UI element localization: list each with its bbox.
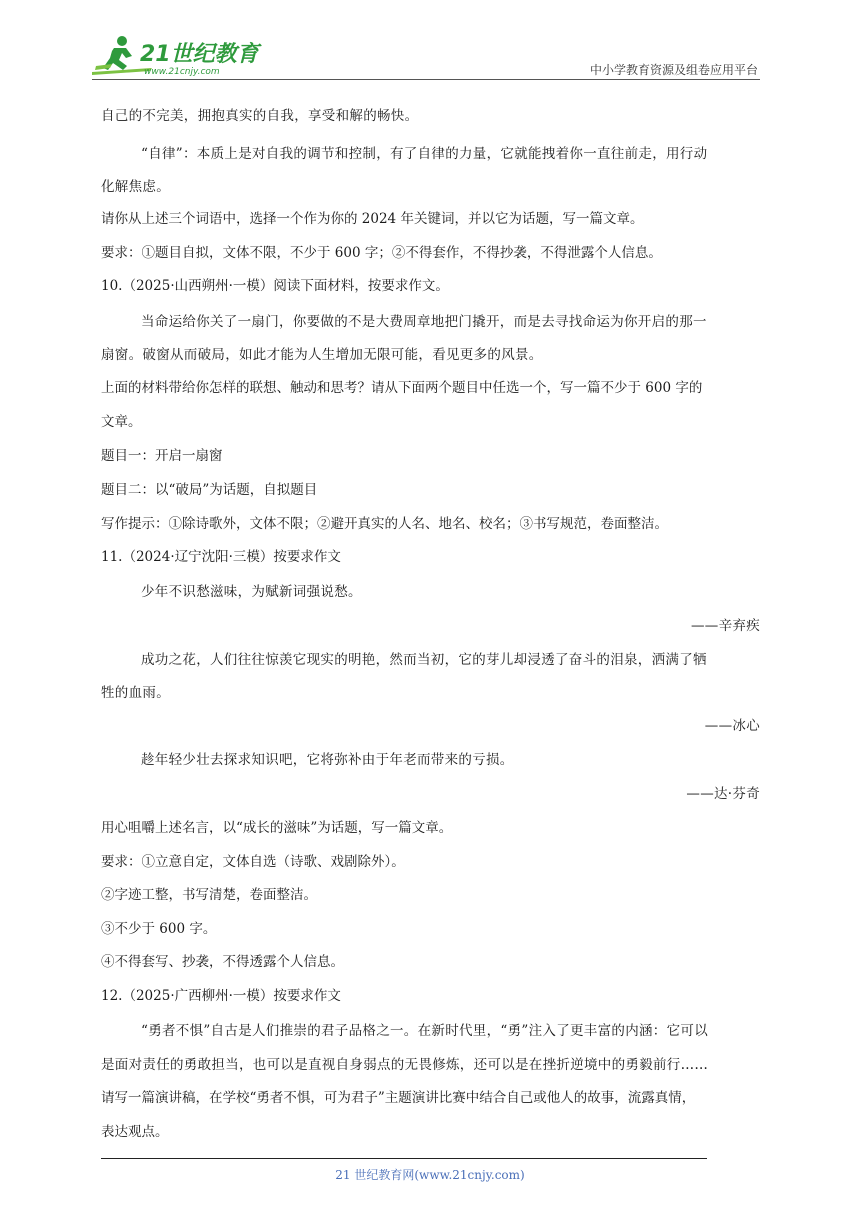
page-footer: 21 世纪教育网(www.21cnjy.com) bbox=[335, 1168, 525, 1182]
quote-line: 少年不识愁滋味，为赋新词强说愁。 bbox=[141, 584, 362, 600]
text-line: 题目二：以“破局”为话题，自拟题目 bbox=[101, 482, 318, 498]
quote-line: 成功之花，人们往往惊羡它现实的明艳，然而当初，它的芽儿却浸透了奋斗的泪泉，洒满了牺 bbox=[141, 652, 707, 668]
text-line: 当命运给你关了一扇门，你要做的不是大费周章地把门撬开，而是去寻找命运为你开启的那一 bbox=[141, 314, 707, 330]
text-line: “勇者不惧”自古是人们推崇的君子品格之一。在新时代里，“勇”注入了更丰富的内涵：它可以 bbox=[141, 1023, 709, 1039]
question-heading: 11.（2024·辽宁沈阳·三模）按要求作文 bbox=[101, 549, 341, 565]
platform-name: 中小学教育资源及组卷应用平台 bbox=[589, 63, 758, 77]
text-line: 文章。 bbox=[101, 414, 142, 430]
text-line: 要求：①题目自拟，文体不限，不少于 600 字；②不得套作，不得抄袭，不得泄露个人信息。 bbox=[101, 245, 662, 261]
text-line: 要求：①立意自定，文体自选（诗歌、戏剧除外）。 bbox=[101, 854, 405, 870]
text-line: ④不得套写、抄袭，不得透露个人信息。 bbox=[101, 954, 344, 970]
text-line: ②字迹工整，书写清楚，卷面整洁。 bbox=[101, 887, 317, 903]
logo-text: 21世纪教育 bbox=[140, 42, 259, 67]
quote-line: 趁年轻少壮去探求知识吧，它将弥补由于年老而带来的亏损。 bbox=[141, 752, 514, 768]
quote-attribution: ——达·芬奇 bbox=[686, 786, 760, 802]
text-line: 写作提示：①除诗歌外，文体不限；②避开真实的人名、地名、校名；③书写规范，卷面整洁。 bbox=[101, 516, 668, 532]
text-line: 扇窗。破窗从而破局，如此才能为人生增加无限可能，看见更多的风景。 bbox=[101, 347, 543, 363]
logo-url: www.21cnjy.com bbox=[144, 67, 220, 77]
header-divider bbox=[92, 79, 760, 80]
quote-line: 牲的血雨。 bbox=[101, 685, 170, 701]
footer-divider bbox=[101, 1158, 707, 1159]
text-line: 用心咀嚼上述名言，以“成长的滋味”为话题，写一篇文章。 bbox=[101, 820, 453, 836]
text-line: 是面对责任的勇敢担当，也可以是直视自身弱点的无畏修炼，还可以是在挫折逆境中的勇毅前行…… bbox=[101, 1057, 709, 1073]
text-line: ③不少于 600 字。 bbox=[101, 921, 217, 937]
text-line: 题目一：开启一扇窗 bbox=[101, 448, 223, 464]
text-line: 上面的材料带给你怎样的联想、触动和思考？请从下面两个题目中任选一个，写一篇不少于 600 字的 bbox=[101, 380, 703, 396]
question-heading: 12.（2025·广西柳州·一模）按要求作文 bbox=[101, 988, 341, 1004]
page-header bbox=[92, 34, 760, 82]
logo-21cnjy bbox=[92, 34, 262, 78]
text-line: 化解焦虑。 bbox=[101, 179, 170, 195]
question-heading: 10.（2025·山西朔州·一模）阅读下面材料，按要求作文。 bbox=[101, 278, 449, 294]
quote-attribution: ——冰心 bbox=[704, 718, 760, 734]
text-line: 请你从上述三个词语中，选择一个作为你的 2024 年关键词，并以它为话题，写一篇文章。 bbox=[101, 211, 644, 227]
text-line: 表达观点。 bbox=[101, 1124, 169, 1140]
quote-attribution: ——辛弃疾 bbox=[691, 618, 760, 634]
text-line: “自律”：本质上是对自我的调节和控制，有了自律的力量，它就能拽着你一直往前走，用行动 bbox=[141, 146, 708, 162]
text-line: 请写一篇演讲稿，在学校“勇者不惧，可为君子”主题演讲比赛中结合自己或他人的故事，流露真情， bbox=[101, 1090, 696, 1106]
text-line: 自己的不完美，拥抱真实的自我，享受和解的畅快。 bbox=[101, 108, 419, 124]
